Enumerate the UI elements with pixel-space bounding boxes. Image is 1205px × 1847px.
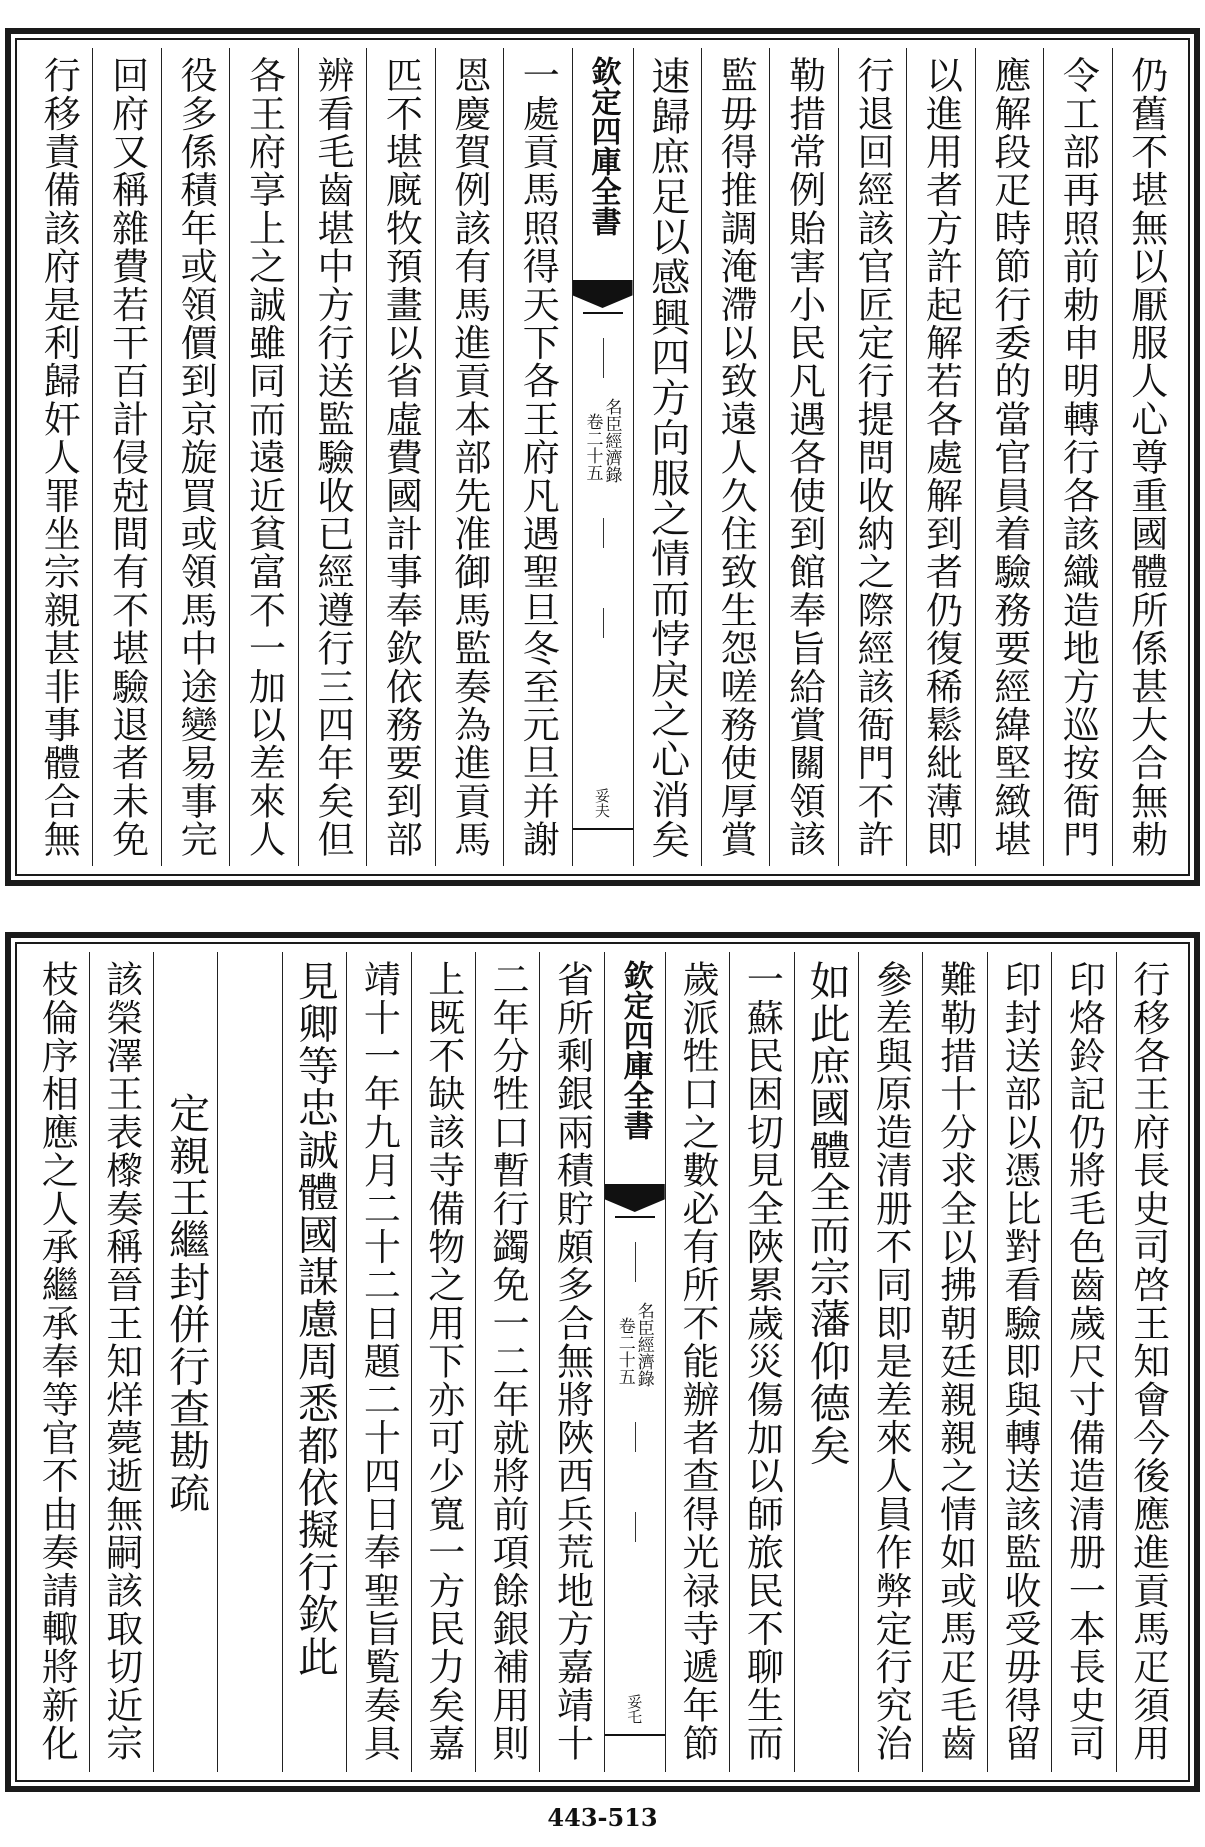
top-page-panel <box>5 28 1200 886</box>
text-column <box>858 952 922 1772</box>
text-column <box>92 48 160 866</box>
text-column <box>838 48 906 866</box>
column-text: 歲派牲口之數必有所不能辦者查得光禄寺遞年節 <box>675 960 719 1763</box>
column-text: 行退回經該官匠定行提問收納之際經該衙門不許 <box>851 56 895 859</box>
text-column <box>987 952 1051 1772</box>
column-text: 速歸庶足以感興四方向服之情而悖戾之心消矣 <box>644 56 690 860</box>
text-column <box>975 48 1043 866</box>
column-text: 參差與原造清册不同即是差來人員作弊定行究治 <box>869 960 913 1763</box>
column-text: 行移責備該府是利歸奸人罪坐宗親甚非事體合無 <box>37 56 81 859</box>
section-heading: 定親王繼封併行查勘疏 <box>162 1092 211 1514</box>
text-column <box>475 952 539 1772</box>
column-text: 監毋得推調淹滯以致遠人久住致生怨嗟務使厚賞 <box>714 56 758 859</box>
volume-number: 卷二十五 <box>582 413 603 481</box>
text-column <box>769 48 837 866</box>
text-column <box>153 952 217 1772</box>
text-column <box>922 952 986 1772</box>
column-text: 行移各王府長史司啓王知會今後應進貢馬疋須用 <box>1126 960 1170 1763</box>
column-text: 難勒措十分求全以拂朝廷親親之情如或馬疋毛齒 <box>933 960 977 1763</box>
column-text: 回府又稱雜費若干百計侵尅間有不堪驗退者未免 <box>105 56 149 859</box>
book-title: 名臣經濟錄 <box>601 398 622 483</box>
column-text: 靖十一年九月二十二日題二十四日奉聖旨覧奏具 <box>357 960 401 1763</box>
text-column <box>794 952 858 1772</box>
column-text: 辨看毛齒堪中方行送監驗收已經遵行三四年矣但 <box>310 56 354 859</box>
text-column <box>298 48 366 866</box>
fishtail-ornament <box>573 280 633 308</box>
text-column <box>217 952 281 1772</box>
center-bottom-block <box>605 1734 665 1772</box>
bottom-page-panel <box>5 932 1200 1792</box>
column-text: 印烙鈴記仍將毛色齒歲尺寸備造清册一本長史司 <box>1062 960 1106 1763</box>
fold-line <box>603 338 604 378</box>
text-column <box>366 48 434 866</box>
library-title: 欽定四庫全書 <box>585 56 621 236</box>
column-text: 恩慶賀例該有馬進貢本部先准御馬監奏為進貢馬 <box>447 56 491 859</box>
column-text: 應解段疋時節行委的當官員着驗務要經緯堅緻堪 <box>987 56 1031 859</box>
column-text: 二年分牲口暫行蠲免一二年就將前項餘銀補用則 <box>486 960 530 1763</box>
book-title: 名臣經濟錄 <box>633 1302 654 1387</box>
column-text: 枝倫序相應之人承繼承奉等官不由奏請輙將新化 <box>35 960 79 1763</box>
text-column <box>161 48 229 866</box>
text-column <box>1043 48 1111 866</box>
fold-line <box>635 1242 636 1282</box>
ornament-rule <box>615 1216 655 1230</box>
folio-number: 妥夫 <box>593 788 611 818</box>
text-column <box>346 952 410 1772</box>
bottom-columns <box>25 952 1180 1772</box>
column-text: 勒措常例貽害小民凡遇各使到館奉旨給賞關領該 <box>782 56 826 859</box>
column-text: 一蘇民困切見全陜累歲災傷加以師旅民不聊生而 <box>740 960 784 1763</box>
text-column <box>729 952 793 1772</box>
column-text: 省所剩銀兩積貯頗多合無將陜西兵荒地方嘉靖十 <box>550 960 594 1763</box>
ornament-rule <box>583 312 623 326</box>
page-number: 443-513 <box>547 1803 658 1832</box>
column-text: 令工部再照前勅申明轉行各該織造地方巡按衙門 <box>1056 56 1100 859</box>
text-column <box>89 952 153 1772</box>
column-text: 上既不缺該寺備物之用下亦可少寬一方民力矣嘉 <box>421 960 465 1763</box>
fold-line <box>635 1422 636 1452</box>
column-text: 如此庶國體全而宗藩仰德矣 <box>802 960 851 1467</box>
column-text: 各王府享上之誠雖同而遠近貧富不一加以差來人 <box>242 56 286 859</box>
text-column <box>633 48 701 866</box>
center-fold-column <box>604 952 665 1772</box>
fold-line <box>603 608 604 638</box>
folio-number: 妥乇 <box>625 1694 644 1724</box>
column-text: 見卿等忠誠體國謀慮周悉都依擬行欽此 <box>290 960 339 1678</box>
center-bottom-block <box>573 828 633 866</box>
text-column <box>1112 48 1180 866</box>
text-column <box>411 952 475 1772</box>
column-text: 印封送部以憑比對看驗即與轉送該監收受毋得留 <box>997 960 1041 1763</box>
column-text: 一處貢馬照得天下各王府凡遇聖旦冬至元旦并謝 <box>516 56 560 859</box>
center-fold-column <box>572 48 633 866</box>
fold-line <box>603 518 604 548</box>
library-title: 欽定四庫全書 <box>617 960 653 1140</box>
text-column <box>282 952 346 1772</box>
column-text: 匹不堪廐牧預畫以省虛費國計事奉欽依務要到部 <box>379 56 423 859</box>
text-column <box>539 952 603 1772</box>
text-column <box>1051 952 1115 1772</box>
column-text: 該榮澤王表㰀奏稱晉王知烊薨逝無嗣該取切近宗 <box>99 960 143 1763</box>
column-text: 以進用者方許起解若各處解到者仍復稀鬆紕薄即 <box>919 56 963 859</box>
column-text: 役多係積年或領價到京旋買或領馬中途變易事完 <box>174 56 218 859</box>
volume-number: 卷二十五 <box>614 1317 635 1385</box>
text-column <box>25 48 92 866</box>
column-text: 仍舊不堪無以厭服人心尊重國體所係甚大合無勅 <box>1124 56 1168 859</box>
text-column <box>25 952 88 1772</box>
text-column <box>435 48 503 866</box>
fishtail-ornament <box>605 1184 665 1212</box>
text-column <box>665 952 729 1772</box>
text-column <box>1116 952 1180 1772</box>
fold-line <box>635 1512 636 1542</box>
text-column <box>229 48 297 866</box>
text-column <box>701 48 769 866</box>
text-column <box>503 48 571 866</box>
top-columns <box>25 48 1180 866</box>
text-column <box>906 48 974 866</box>
